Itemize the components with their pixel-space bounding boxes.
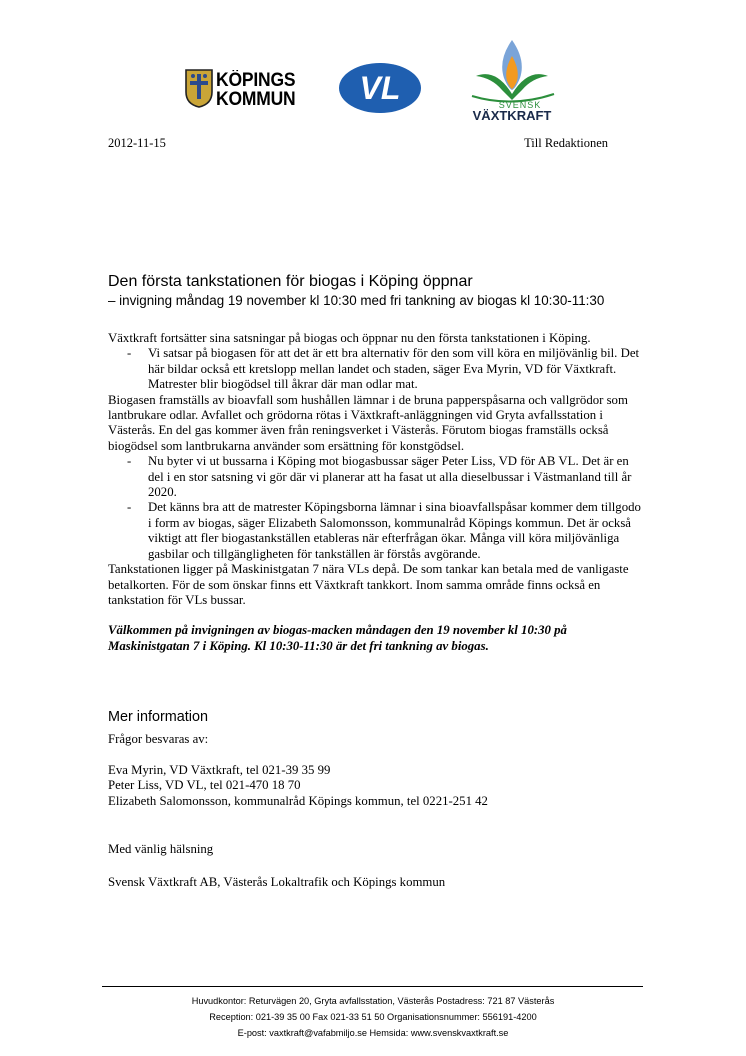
list-item xyxy=(108,500,644,562)
vaxtkraft-logo-line2: VÄXTKRAFT xyxy=(472,108,552,123)
list-item xyxy=(108,454,644,500)
logo-bar xyxy=(0,38,746,122)
page-subtitle: – invigning måndag 19 november kl 10:30 med fri tankning av biogas kl 10:30-11:30 xyxy=(108,293,605,308)
bullet-list-2 xyxy=(108,454,644,562)
footer xyxy=(0,993,746,1042)
paragraph-biogas: Biogasen framställs av bioavfall som hushållen lämnar i de bruna papperspåsarna och vallgrödor som lantbrukare odlar. Avfallet och grödorna rötas i Växtkraft-anläggningen vid Gryta avfallsstation i Västerås. En del gas kommer även från reningsverket i Västerås. Förutom biogas framställs också biogödsel som lantbrukarna använder som ersättning för konstgödsel. xyxy=(108,392,628,453)
contact-line: Peter Liss, VD VL, tel 021-470 18 70 xyxy=(108,778,301,793)
footer-divider xyxy=(102,986,643,987)
shield-icon xyxy=(184,68,214,108)
greeting: Med vänlig hälsning xyxy=(108,842,214,856)
dash-marker: - xyxy=(127,454,132,469)
spacer xyxy=(108,747,648,762)
footer-contact: E-post: vaxtkraft@vafabmiljo.se Hemsida: www.svenskvaxtkraft.se xyxy=(237,1028,509,1039)
list-item-text: Det känns bra att de matrester Köpingsborna lämnar i sina bioavfallspåsar kommer dem tillgodo i form av biogas, säger Elizabeth Salomonsson, kommunalråd Köpings kommun. Det är också viktigt att fler biogastankställen etableras när efterfrågan ökar. Många vill köra miljövänliga gasbilar och tillgängligheten för tankställen är förstås avgörande. xyxy=(148,500,641,561)
contact-line: Eva Myrin, VD Växtkraft, tel 021-39 35 99 xyxy=(108,762,331,777)
date: 2012-11-15 xyxy=(108,136,166,150)
kommun-logo-text xyxy=(216,71,295,109)
more-info-intro: Frågor besvaras av: xyxy=(108,732,209,746)
paragraph-intro: Växtkraft fortsätter sina satsningar på biogas och öppnar nu den första tankstationen i Köping. xyxy=(108,331,591,345)
list-item-text: Nu byter vi ut bussarna i Köping mot biogasbussar säger Peter Liss, VD för AB VL. Det är en del i en stor satsning vi gör där vi planerar att ha fasat ut alla dieselbussar i Västmanland till år 2020. xyxy=(148,454,632,500)
vaxtkraft-logo xyxy=(462,38,562,124)
kommun-logo-line1: KÖPINGS xyxy=(216,70,296,91)
footer-address: Huvudkontor: Returvägen 20, Gryta avfallsstation, Västerås Postadress: 721 87 Västerås xyxy=(191,996,555,1006)
dash-marker: - xyxy=(127,500,132,515)
more-info-heading: Mer information xyxy=(108,709,208,725)
sender: Svensk Växtkraft AB, Västerås Lokaltrafik och Köpings kommun xyxy=(108,875,446,889)
vaxtkraft-logo-line1: SVENSK xyxy=(498,100,542,110)
paragraph-station: Tankstationen ligger på Maskinistgatan 7 nära VLs depå. De som tankar kan betala med de vanligaste betalkorten. För de som önskar finns ett Växtkraft tankkort. Inom samma område finns också en tankstation för VLs bussar. xyxy=(108,562,629,607)
kommun-logo-line2: KOMMUN xyxy=(216,89,296,110)
recipient: Till Redaktionen xyxy=(524,136,608,150)
more-info xyxy=(108,732,648,809)
footer-phone: Reception: 021-39 35 00 Fax 021-33 51 50 Organisationsnummer: 556191-4200 xyxy=(209,1012,537,1023)
list-item xyxy=(108,346,644,392)
vl-logo-text: VL xyxy=(359,70,401,106)
bullet-list-1 xyxy=(108,346,644,392)
page-title: Den första tankstationen för biogas i Köping öppnar xyxy=(108,273,473,290)
invitation: Välkommen på invigningen av biogas-macken måndagen den 19 november kl 10:30 på Maskinistgatan 7 i Köping. Kl 10:30-11:30 är det fri tankning av biogas. xyxy=(108,623,567,653)
kopings-kommun-logo xyxy=(184,68,308,116)
press-release-body xyxy=(108,331,644,654)
dash-marker: - xyxy=(127,346,132,361)
vl-logo xyxy=(338,62,422,114)
contact-line: Elizabeth Salomonsson, kommunalråd Köpings kommun, tel 0221-251 42 xyxy=(108,793,488,808)
list-item-text: Vi satsar på biogasen för att det är ett bra alternativ för den som vill köra en miljövänlig bil. Det här bildar också ett kretslopp mellan landet och staden, säger Eva Myrin, VD för Växtkraft. Matrester blir biogödsel till åkrar där man odlar mat. xyxy=(148,346,640,392)
